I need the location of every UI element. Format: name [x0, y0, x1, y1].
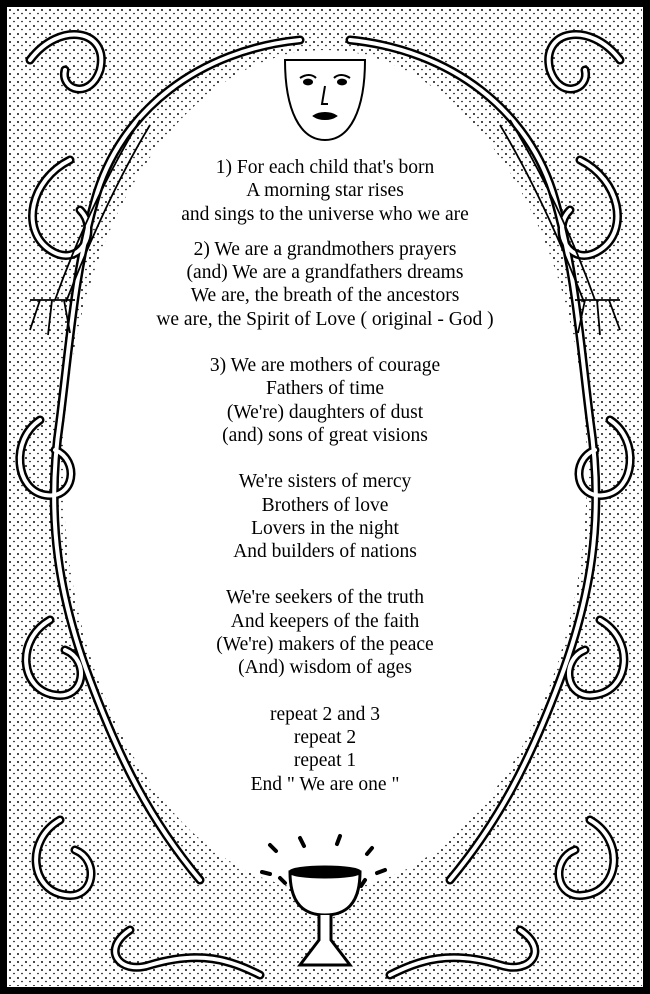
lyric-line: Lovers in the night [251, 517, 399, 539]
lyric-line: End " We are one " [250, 773, 400, 795]
lyric-line: repeat 2 [293, 726, 357, 748]
lyric-line: A morning star rises [246, 180, 404, 202]
lyric-line: repeat 2 and 3 [270, 703, 380, 725]
lyric-line: 2) We are a grandmothers prayers [193, 238, 457, 260]
song-lyrics [125, 156, 525, 796]
lyric-line: We're seekers of the truth [226, 587, 424, 609]
lyric-line: 3) We are mothers of courage [209, 355, 441, 377]
lyric-line: And keepers of the faith [230, 610, 420, 632]
stanza-5 [125, 586, 525, 679]
lyric-line: We're sisters of mercy [238, 471, 412, 493]
stanza-2 [125, 238, 525, 331]
lyric-line: we are, the Spirit of Love ( original - God ) [156, 308, 494, 330]
lyric-line: (And) wisdom of ages [238, 657, 412, 679]
lyric-line: (and) We are a grandfathers dreams [186, 262, 464, 284]
lyric-line: (We're) makers of the peace [216, 634, 434, 656]
lyric-line: repeat 1 [293, 750, 357, 772]
lyric-line: (We're) daughters of dust [226, 401, 424, 423]
stanza-repeat-instructions [125, 703, 525, 796]
lyric-line: 1) For each child that's born [215, 157, 435, 178]
lyric-line: and sings to the universe who we are [181, 203, 469, 225]
lyric-line: We are, the breath of the ancestors [190, 285, 460, 307]
lyric-line: (and) sons of great visions [222, 424, 428, 446]
lyric-line: Fathers of time [265, 378, 385, 400]
stanza-1 [125, 156, 525, 226]
lyric-line: And builders of nations [233, 541, 417, 563]
stanza-4 [125, 470, 525, 563]
lyric-line: Brothers of love [261, 494, 389, 516]
stanza-3 [125, 354, 525, 447]
